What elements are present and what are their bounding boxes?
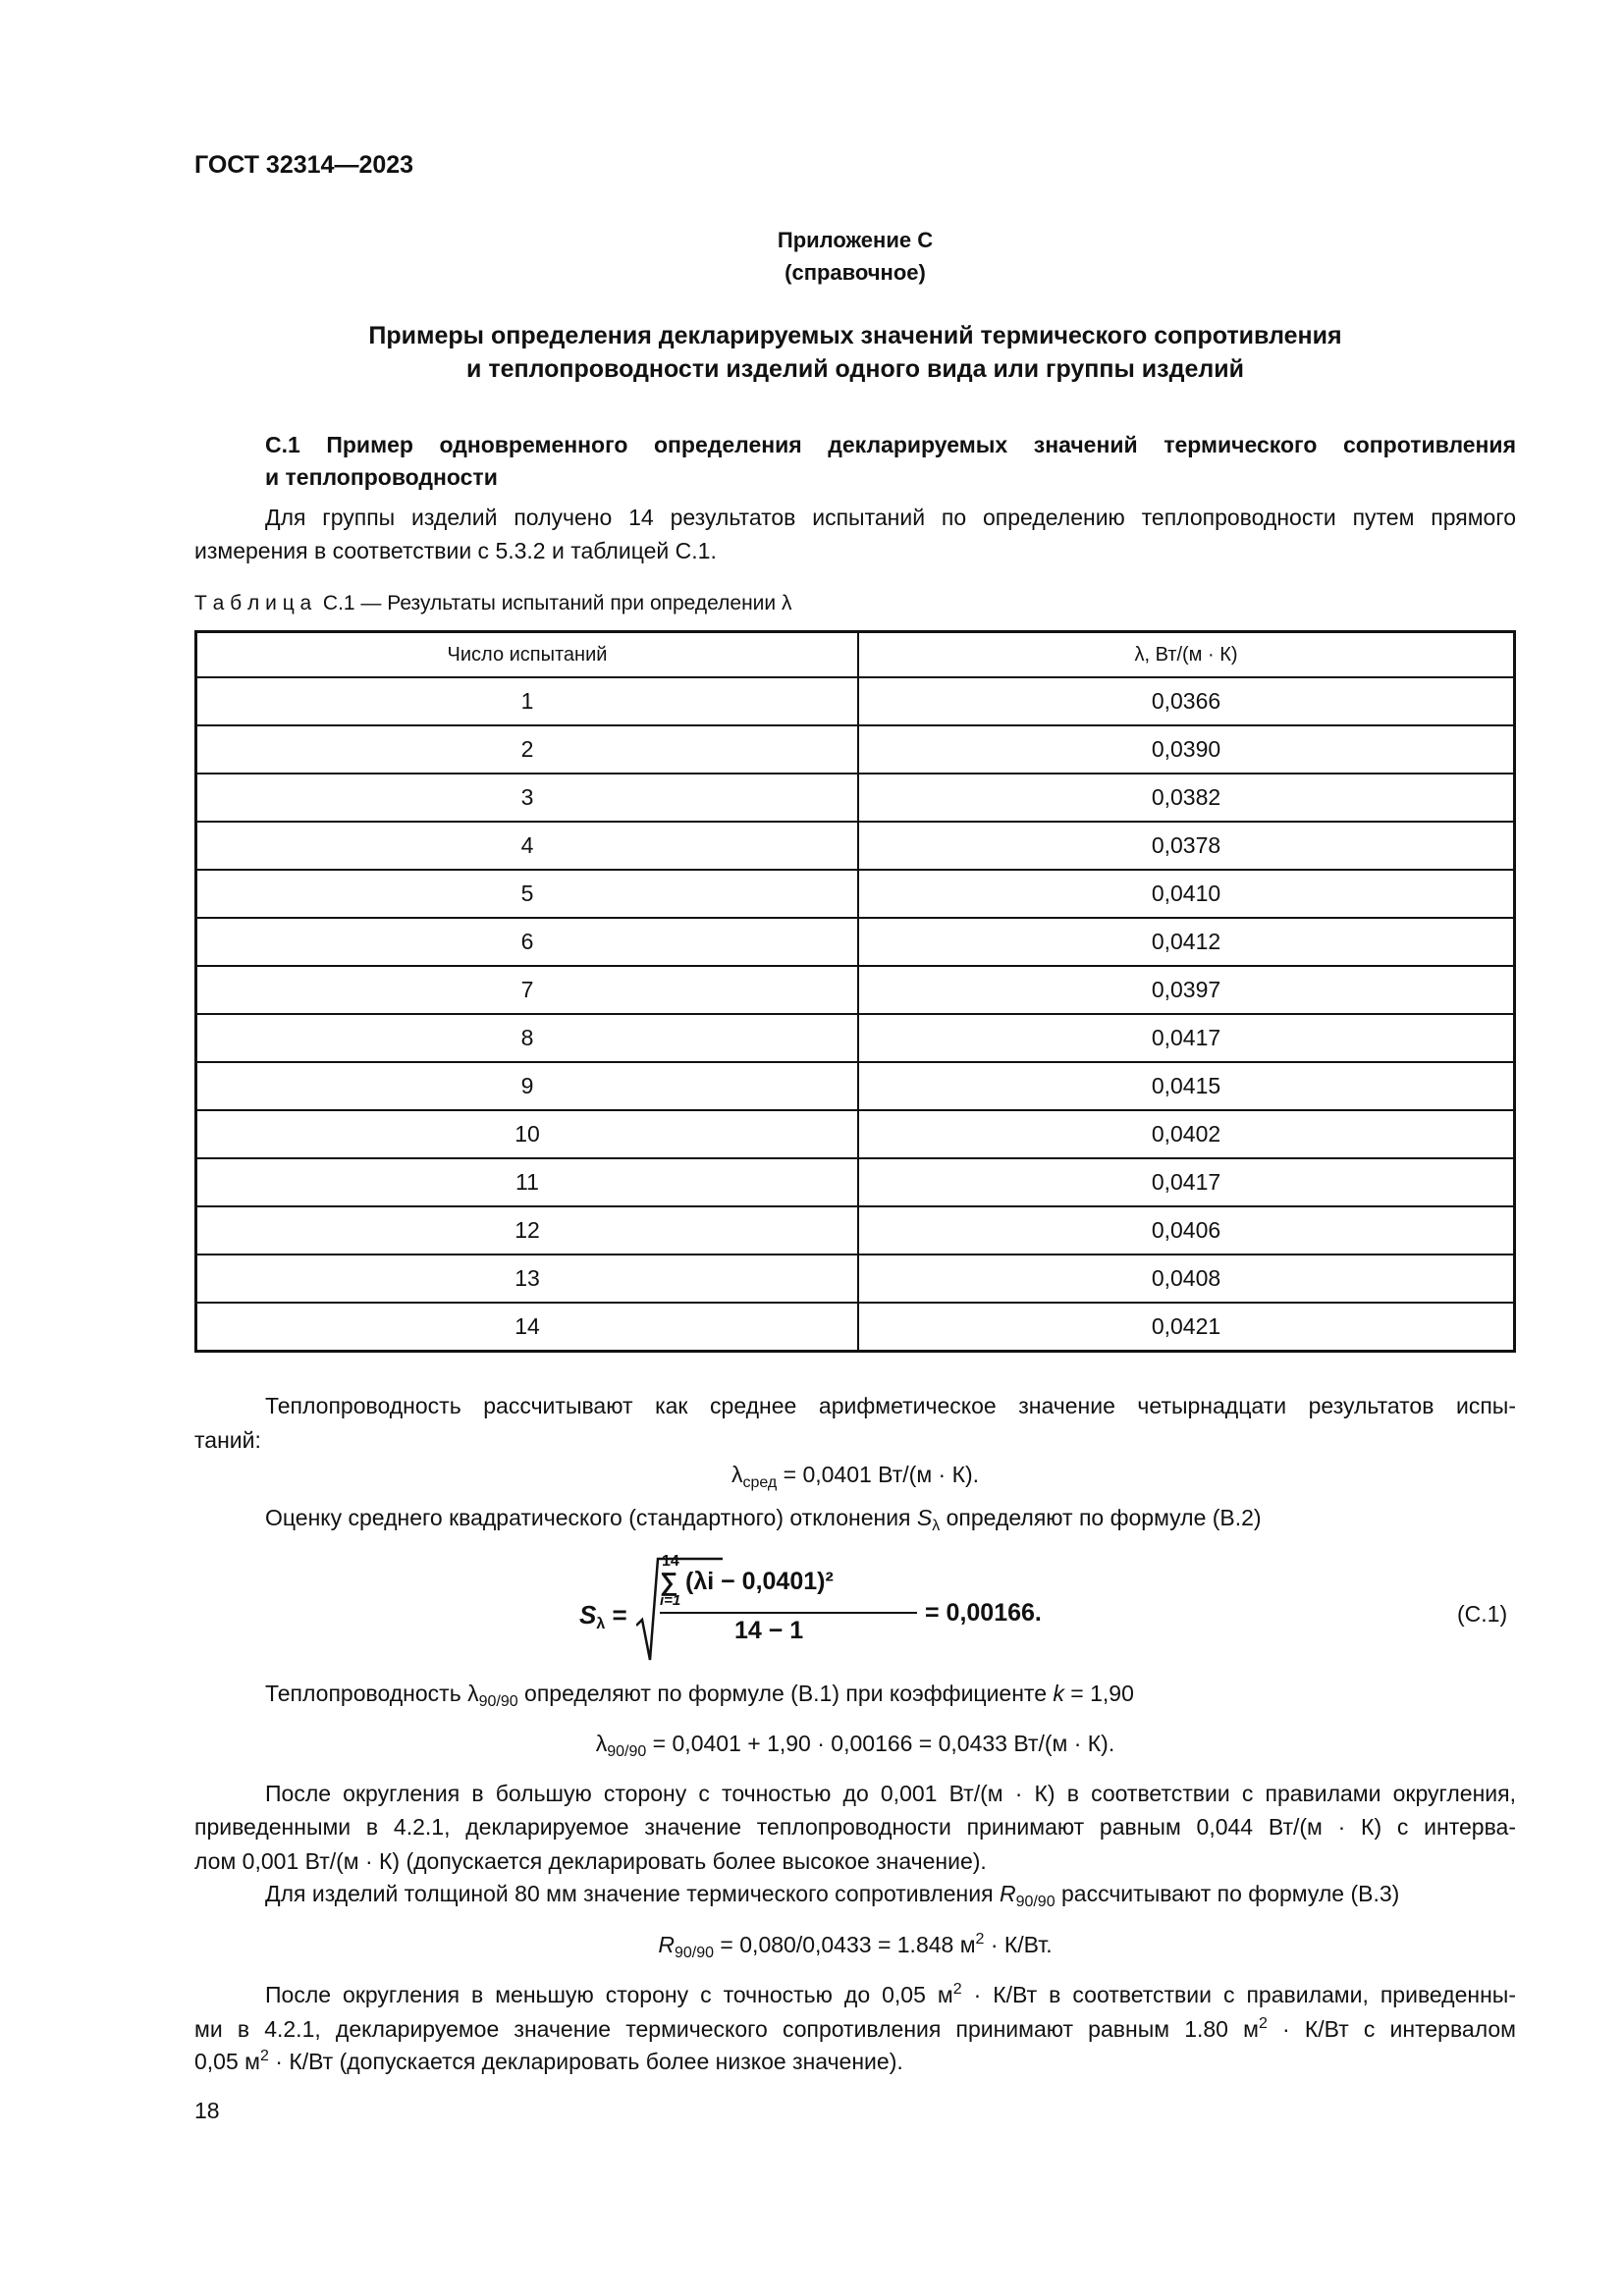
table-caption	[194, 587, 791, 620]
page-title-line-2: и теплопроводности изделий одного вида или группы изделий	[466, 355, 1244, 383]
table-row	[196, 822, 1515, 870]
t: Оценку среднего квадратического (стандартного) отклонения	[265, 1505, 917, 1530]
sub: λ	[932, 1518, 941, 1534]
sum-bottom: i=1	[660, 1592, 681, 1609]
mean-paragraph-line-2: таний:	[194, 1427, 261, 1453]
table-row	[196, 1062, 1515, 1110]
test-number-cell: 13	[196, 1255, 859, 1303]
t: определяют по формуле (В.2)	[940, 1505, 1262, 1530]
denominator: 14 − 1	[734, 1617, 804, 1644]
round1-line-2: приведенными в 4.2.1, декларируемое значение теплопроводности принимают равным 0,044 Вт/(м · К) с интерва-	[194, 1814, 1516, 1840]
test-number-cell: 11	[196, 1158, 859, 1206]
test-number-cell: 2	[196, 725, 859, 774]
table-row	[196, 1206, 1515, 1255]
test-number-cell: 12	[196, 1206, 859, 1255]
lambda-cell: 0,0417	[858, 1158, 1515, 1206]
lambda-9090-equation	[194, 1727, 1516, 1760]
sup: 2	[975, 1931, 985, 1948]
test-number-cell: 9	[196, 1062, 859, 1110]
k: k	[1053, 1681, 1064, 1706]
table-row	[196, 725, 1515, 774]
result: = 0,00166.	[925, 1599, 1042, 1627]
lambda-cell: 0,0378	[858, 822, 1515, 870]
table-row	[196, 966, 1515, 1014]
section-heading-2: и теплопроводности	[265, 464, 498, 490]
rest: = 0,0401 Вт/(м · К).	[777, 1462, 980, 1487]
mean-equation	[194, 1458, 1516, 1491]
lhs: S	[579, 1600, 597, 1629]
sym: R	[999, 1881, 1016, 1906]
t: · К/Вт.	[984, 1932, 1053, 1957]
lambda-cell: 0,0366	[858, 677, 1515, 725]
test-number-cell: 5	[196, 870, 859, 918]
r-equation	[194, 1928, 1516, 1961]
table-row	[196, 1110, 1515, 1158]
table-row	[196, 677, 1515, 725]
lhs-sub: λ	[596, 1616, 606, 1632]
lambda-cell: 0,0415	[858, 1062, 1515, 1110]
test-number-cell: 8	[196, 1014, 859, 1062]
t: = 1,90	[1063, 1681, 1134, 1706]
round2-line-3	[194, 2045, 903, 2078]
lambda-cell: 0,0421	[858, 1303, 1515, 1352]
results-table	[194, 630, 1516, 1353]
sym: λ	[731, 1462, 743, 1487]
k-paragraph	[194, 1677, 1134, 1710]
t: · К/Вт с интервалом	[1267, 2016, 1516, 2042]
lambda-cell: 0,0417	[858, 1014, 1515, 1062]
t: = 0,080/0,0433 = 1.848 м	[714, 1932, 976, 1957]
test-number-cell: 7	[196, 966, 859, 1014]
lambda-cell: 0,0397	[858, 966, 1515, 1014]
table-row	[196, 1303, 1515, 1352]
page-title-line-1: Примеры определения декларируемых значений термического сопротивления	[368, 322, 1342, 349]
table-header-row	[196, 632, 1515, 678]
table-row	[196, 774, 1515, 822]
test-number-cell: 3	[196, 774, 859, 822]
test-number-cell: 6	[196, 918, 859, 966]
numerator: (λi − 0,0401)²	[685, 1568, 834, 1595]
t: ми в 4.2.1, декларируемое значение термического сопротивления принимают равным 1.80 м	[194, 2016, 1259, 2042]
lambda-cell: 0,0402	[858, 1110, 1515, 1158]
t: После округления в меньшую сторону с точностью до 0,05 м	[265, 1982, 953, 2007]
table-row	[196, 1255, 1515, 1303]
round1-line-1: После округления в большую сторону с точностью до 0,001 Вт/(м · К) в соответствии с правилами округления,	[265, 1781, 1516, 1806]
lambda-cell: 0,0410	[858, 870, 1515, 918]
sub: сред	[742, 1474, 778, 1491]
test-number-cell: 10	[196, 1110, 859, 1158]
appendix-title: Приложение С	[777, 228, 934, 252]
sym: R	[658, 1932, 675, 1957]
lambda-cell: 0,0406	[858, 1206, 1515, 1255]
t: 0,05 м	[194, 2049, 260, 2074]
mean-paragraph-line-1: Теплопроводность рассчитывают как среднее арифметическое значение четырнадцати результатов испы-	[265, 1393, 1516, 1418]
formula-number: (С.1)	[1457, 1601, 1508, 1627]
round2-line-1	[194, 1978, 1516, 2011]
sub: 90/90	[1015, 1894, 1056, 1910]
t: Для изделий толщиной 80 мм значение термического сопротивления	[265, 1881, 1000, 1906]
appendix-type: (справочное)	[785, 260, 926, 285]
t: · К/Вт (допускается декларировать более низкое значение).	[268, 2049, 903, 2074]
std-formula: $S_\lambda$ = 14 ∑ (λi − 0,0401)² i=1 14 − 1 = 0,00166.	[579, 1551, 1090, 1679]
sym: λ	[595, 1731, 608, 1756]
sum-top: 14	[662, 1553, 679, 1570]
lambda-cell: 0,0390	[858, 725, 1515, 774]
intro-line-1: Для группы изделий получено 14 результатов испытаний по определению теплопроводности путем прямого	[265, 505, 1516, 530]
sup: 2	[259, 2048, 269, 2064]
caption-label: Т а б л и ц а	[194, 592, 312, 614]
round2-line-2	[194, 2012, 1516, 2046]
caption-text: С.1 — Результаты испытаний при определении λ	[322, 592, 792, 614]
section-heading: С.1 Пример одновременного определения декларируемых значений термического сопротивления	[265, 432, 1516, 457]
sub: 90/90	[675, 1945, 715, 1961]
sup: 2	[1258, 2015, 1268, 2032]
table-row	[196, 918, 1515, 966]
t: · К/Вт в соответствии с правилами, приведенны-	[961, 1982, 1516, 2007]
test-number-cell: 14	[196, 1303, 859, 1352]
lambda-cell: 0,0408	[858, 1255, 1515, 1303]
t: определяют по формуле (В.1) при коэффициенте	[517, 1681, 1054, 1706]
column-header: Число испытаний	[196, 632, 859, 678]
rest: = 0,0401 + 1,90 · 0,00166 = 0,0433 Вт/(м · К).	[646, 1731, 1115, 1756]
intro-line-2: измерения в соответствии с 5.3.2 и таблицей С.1.	[194, 538, 717, 563]
test-number-cell: 1	[196, 677, 859, 725]
table-row	[196, 1014, 1515, 1062]
t: рассчитывают по формуле (В.3)	[1055, 1881, 1400, 1906]
page-number: 18	[194, 2098, 220, 2123]
lambda-cell: 0,0382	[858, 774, 1515, 822]
lambda-cell: 0,0412	[858, 918, 1515, 966]
sub: 90/90	[607, 1743, 647, 1760]
document-header: ГОСТ 32314—2023	[194, 151, 414, 179]
sub: 90/90	[478, 1693, 518, 1710]
r-paragraph	[194, 1877, 1399, 1910]
table-row	[196, 870, 1515, 918]
sum-sign: ∑	[660, 1567, 678, 1596]
round1-line-3: лом 0,001 Вт/(м · К) (допускается декларировать более высокое значение).	[194, 1848, 987, 1874]
column-header: λ, Вт/(м · К)	[858, 632, 1515, 678]
table-row	[196, 1158, 1515, 1206]
test-number-cell: 4	[196, 822, 859, 870]
sym: S	[916, 1505, 933, 1530]
std-paragraph	[194, 1501, 1262, 1534]
sup: 2	[952, 1981, 962, 1998]
t: Теплопроводность λ	[265, 1681, 479, 1706]
